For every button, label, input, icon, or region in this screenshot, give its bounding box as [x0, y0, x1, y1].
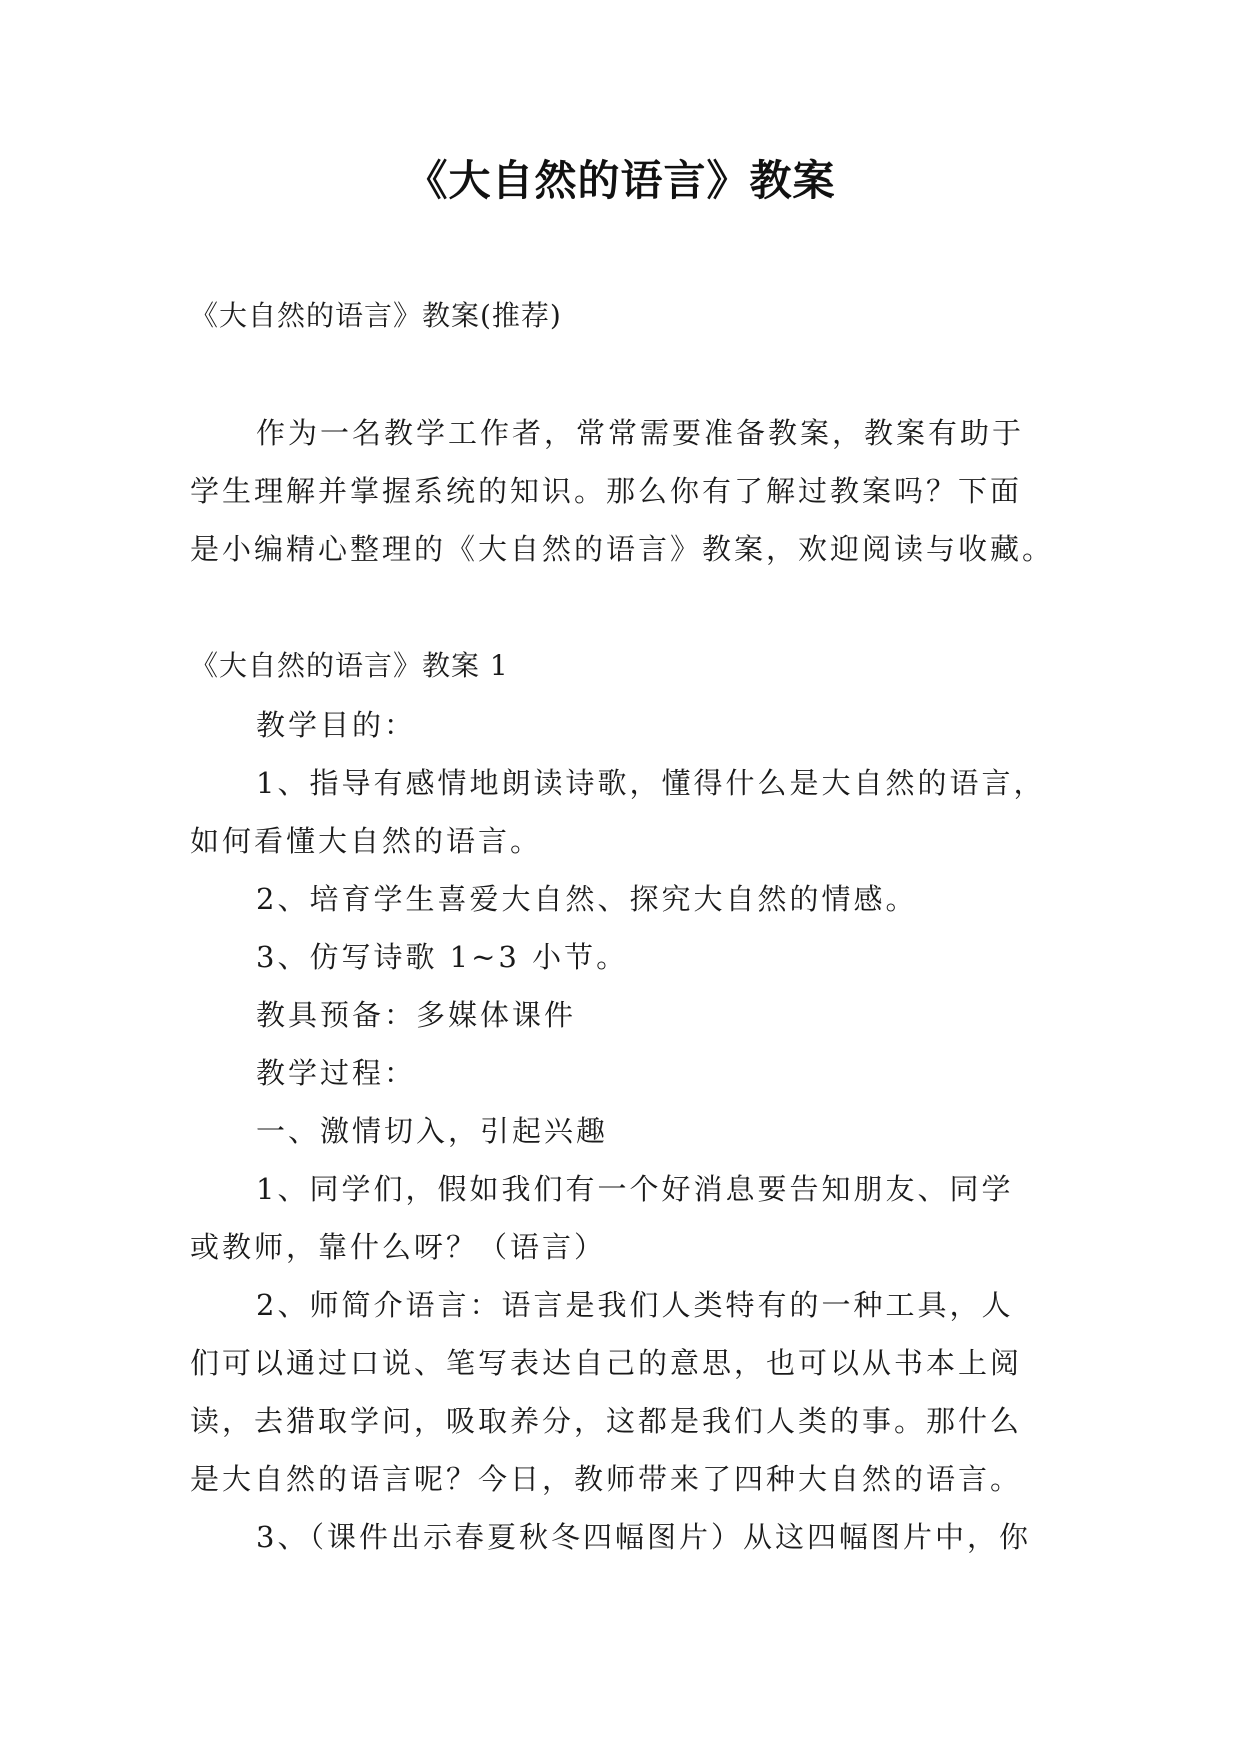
body-line: 教学目的：: [256, 708, 417, 742]
body-line: 如何看懂大自然的语言。: [190, 824, 543, 858]
body-line: 是大自然的语言呢？今日，教师带来了四种大自然的语言。: [190, 1462, 1023, 1496]
section-heading: 《大自然的语言》教案 1: [190, 649, 509, 682]
body-line: 或教师，靠什么呀？（语言）: [190, 1230, 607, 1264]
document-title: 《大自然的语言》教案: [405, 156, 836, 205]
body-line: 2、师简介语言：语言是我们人类特有的一种工具，人: [256, 1288, 1014, 1322]
intro-line: 学生理解并掌握系统的知识。那么你有了解过教案吗？下面: [190, 474, 1023, 508]
body-line: 一、激情切入，引起兴趣: [256, 1114, 609, 1148]
intro-line: 是小编精心整理的《大自然的语言》教案，欢迎阅读与收藏。: [190, 532, 1055, 566]
body-line: 1、同学们，假如我们有一个好消息要告知朋友、同学: [256, 1172, 1014, 1206]
body-line: 们可以通过口说、笔写表达自己的意思，也可以从书本上阅: [190, 1346, 1023, 1380]
body-line: 教学过程：: [256, 1056, 417, 1090]
body-line: 1、指导有感情地朗读诗歌，懂得什么是大自然的语言，: [256, 766, 1046, 800]
intro-paragraph: [190, 404, 1070, 578]
body-line: 3、仿写诗歌 1~3 小节。: [256, 940, 629, 974]
body-line: 读，去猎取学问，吸取养分，这都是我们人类的事。那什么: [190, 1404, 1023, 1438]
body-line: 2、培育学生喜爱大自然、探究大自然的情感。: [256, 882, 918, 916]
lesson-body: [190, 696, 1070, 1566]
intro-line: 作为一名教学工作者，常常需要准备教案，教案有助于: [256, 416, 1025, 450]
document-subtitle: 《大自然的语言》教案(推荐): [190, 299, 562, 332]
body-line: 3、（课件出示春夏秋冬四幅图片）从这四幅图片中，你: [256, 1520, 1031, 1554]
body-line: 教具预备：多媒体课件: [256, 998, 577, 1032]
